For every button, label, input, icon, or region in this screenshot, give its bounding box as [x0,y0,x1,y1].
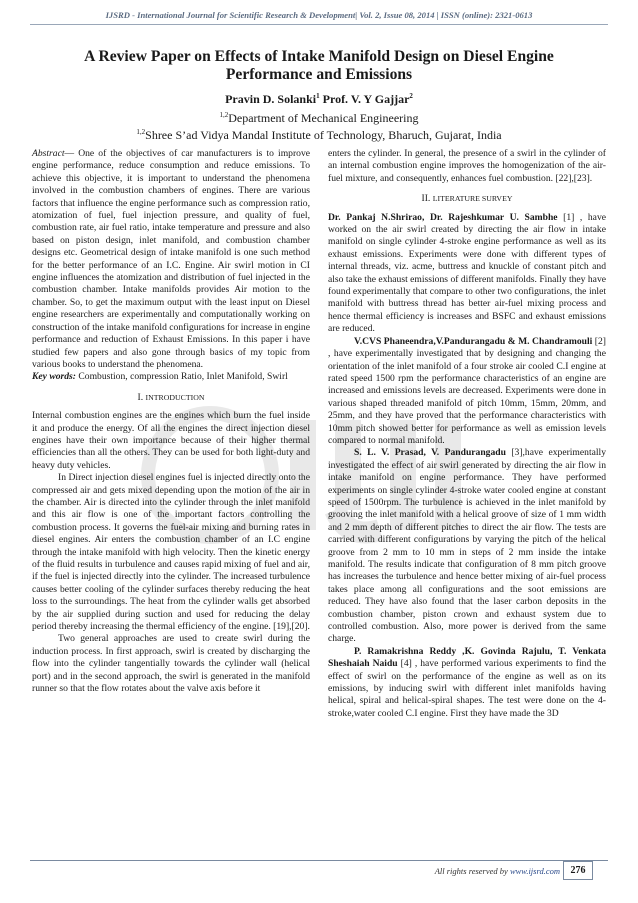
footer-rights: All rights reserved by www.ijsrd.com [434,866,560,876]
intro-paragraph: In Direct injection diesel engines fuel is injected directly onto the compressed air and gets mixed depending upon the motion of the air in the chamber. Air is directed into the cylinder through the inlet manifold and this air flow is one of the important factors controlling the combustion process. It governs the fuel-air mixing and burning rates in diesel engines. Air enters the combustion chamber of an I.C engine through the intake manifold with high velocity. Then the kinetic energy of the fluid results in turbulence and causes rapid mixing of fuel and air, if the fuel is injected directly into the cylinder. The increased turbulence causes better cooling of the cylinder surfaces thereby reducing the heat loss to the surroundings. The heat from the cylinder walls get absorbed by the air supplied during suction and used for reducing the delay period thereby increasing the thermal efficiency of the engine. [19],[20]. [32,472,310,633]
keywords-text: Combustion, compression Ratio, Inlet Manifold, Swirl [75,371,288,383]
reference-text: [4] , have performed various experiments to find the effect of swirl on the performance of the engine as well as on its emissions, by inducing swirl with different inlet manifolds having helical, spiral and helical-spiral shapes. The test were done on the 4-stroke,water cooled C.I engine. First they have made the 3D [328,658,606,719]
abstract-text: — One of the objectives of car manufacturers is to improve engine performance, reduce consumption and reduce emissions. To achieve this objective, it is important to understand the phenomena involved in the combustion chambers of engines. There are various factors that influence the engine performance such as compression ratio, atomization of fuel, fuel injection pressure, and quality of fuel, combustion rate, air fuel ratio, intake temperature and pressure and also based on piston design, inlet manifold, and combustion chamber designs etc. Geometrical design of intake manifold is one such method for the better performance of an I.C. Engine. Air swirl motion in CI engine influences the atomization and distribution of fuel injected in the combustion chamber. Intake manifolds provides Air motion to the chamber. So, to get the maximum output with the least input on Diesel engine researchers are experimentally and computationally working on construction of the intake manifold configurations for increase in engine performance and reduction of Exhaust Emissions. In this paper i have studied few papers and also gone through basics of my topic from various books to understand the phenomena. [32,148,310,370]
department-name: Department of Mechanical Engineering [228,111,419,125]
literature-entry [328,447,606,646]
journal-url-link[interactable]: www.ijsrd.com [509,866,560,876]
abstract [32,148,310,371]
literature-entry [328,212,606,336]
page-number: 276 [563,861,593,880]
journal-header: IJSRD - International Journal for Scientific Research & Development| Vol. 2, Issue 08, 2014 | ISSN (online): 2321-0613 [105,10,533,20]
section-heading-introduction: I. INTRODUCTION [137,391,205,403]
author-name: Prof. V. Y Gajjar [322,92,410,106]
author-line [40,92,598,107]
reference-text: [3],have experimentally investigated the effect of air swirl generated by directing the air flow in intake manifold on engine performance. They have performed experiments on single cylinder 4-stroke water cooled engine at constant speed of 1500rpm. The turbulence is achieved in the inlet manifold by grooving the inlet manifold with a helical groove of size of 1 mm width and 2 mm depth of different pitches to direct the air flow. The tests are carried with different configurations by varying the pitch of the helical groove from 2 mm to 10 mm in steps of 2 mm inside the intake manifold. The results indicate that configuration of 8 mm pitch groove has increases the turbulence and hence better mixing of air-fuel process takes place among all configurations and the soot emissions are reduced. They have also found that the laser carbon deposits in the combustion chamber, piston crown and exhaust system due to controlled combustion. Also, more power is derived from the same charge. [328,447,606,645]
reference-authors: V.CVS Phaneendra,V.Pandurangadu & M. Chandramouli [354,335,593,347]
reference-authors: S. L. V. Prasad, V. Pandurangadu [354,447,506,459]
header-divider [30,24,608,25]
intro-paragraph: Internal combustion engines are the engines which burn the fuel inside it and produce the energy. Of all the engines the direct injection diesel engines have their own importance because of their higher thermal efficiencies than all the others. They can be used for both light-duty and heavy duty vehicles. [32,410,310,471]
institute-name: Shree S’ad Vidya Mandal Institute of Technology, Bharuch, Gujarat, India [145,128,502,142]
right-column [328,148,606,720]
author-sup: 1 [316,92,320,100]
intro-paragraph: Two general approaches are used to create swirl during the induction process. In first approach, swirl is created by discharging the flow into the cylinder tangentially towards the cylinder wall (helical port) and in the second approach, the swirl is generated in the manifold runner so that the flow rotates about the valve axis before it [32,633,310,695]
literature-entry [328,336,606,448]
keywords-label: Key words: [32,371,76,383]
reference-authors: Dr. Pankaj N.Shrirao, Dr. Rajeshkumar U. Sambhe [328,211,558,223]
author-name: Pravin D. Solanki [225,92,317,106]
body-paragraph: enters the cylinder. In general, the presence of a swirl in the cylinder of an internal combustion engine improves the homogenization of the air-fuel mixture, and consequently, enhances fuel combustion. [22],[23]. [328,148,606,184]
department-affiliation [40,111,598,126]
literature-entry [328,646,606,720]
abstract-label: Abstract [32,148,65,159]
keywords [32,371,310,383]
reference-authors: P. Ramakrishna Reddy ,K. Govinda Rajulu, T. Venkata Sheshaiah Naidu [328,645,606,670]
reference-text: [2] , have experimentally investigated that by designing and changing the orientation of the inlet manifold of a four stroke air cooled C.I engine at rated speed 1500 rpm the performance characteristics of an engine are increased and emissions levels are decreased. Experiments were done in various shaped threaded manifold of pitch 10mm, 15mm, 20mm, and 25mm, and they have proved that the performance characteristics with 10mm pitch showed better for performance as well as emission levels compared to normal manifold. [328,335,606,446]
left-column [32,148,310,695]
affiliation-sup: 1,2 [136,128,146,136]
affiliation-sup: 1,2 [219,111,229,119]
reference-text: [1] , have worked on the air swirl created by directing the air flow in intake manifold on single cylinder 4-stroke engine performance as well as its exhaust emissions. Experiments were done with different types of internal threads, viz. acme, buttress and knuckle of constant pitch and also take the exhaust emissions of different manifolds. Finally they have found experimentally that compare to other two configurations, the inlet manifold with buttress thread has better air-fuel mixing process and hence thermal efficiency is increases and BSFC and exhaust emissions are reduced. [328,211,606,335]
institute-affiliation [40,128,598,143]
footer-divider [30,860,608,861]
section-heading-literature: II. LITERATURE SURVEY [421,193,513,205]
paper-title: A Review Paper on Effects of Intake Manifold Design on Diesel Engine Performance and Emissions [84,48,554,83]
author-sup: 2 [409,92,413,100]
